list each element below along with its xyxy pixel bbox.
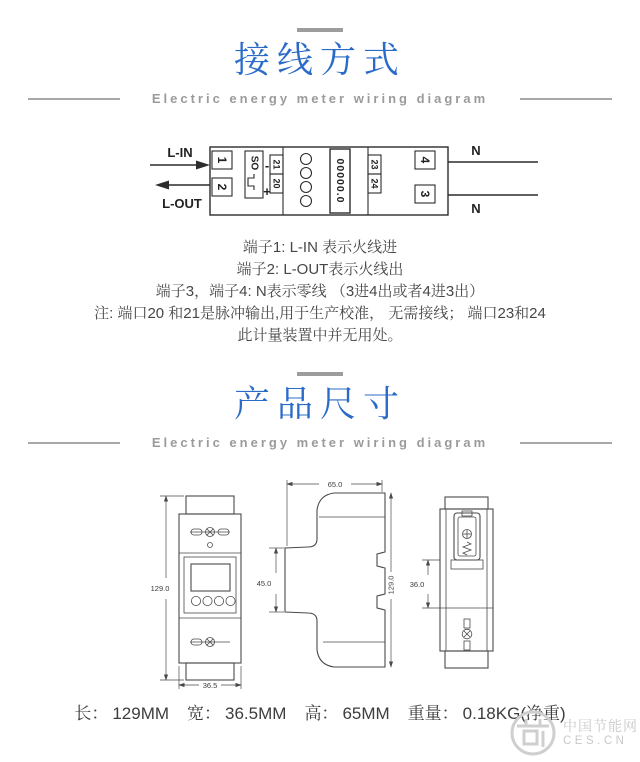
n-bottom-label: N	[471, 201, 481, 216]
watermark-logo-icon	[507, 707, 559, 759]
side-depth-dim: 65.0	[327, 480, 343, 489]
back-rail-dim: 36.0	[409, 580, 425, 589]
terminal-4-number: 4	[418, 156, 432, 164]
subtitle-left-line	[28, 98, 120, 100]
clip-foot	[451, 560, 483, 569]
side-view	[257, 480, 396, 667]
indicator-circle-2	[301, 168, 312, 179]
l-out-label: L-OUT	[162, 196, 202, 211]
watermark	[507, 707, 638, 759]
subtitle-right-line	[520, 98, 612, 100]
dimension-section-subtitle: Electric energy meter wiring diagram	[151, 435, 489, 450]
port-24-number: 24	[369, 178, 380, 189]
spec-weight: 重量： 0.18KG(净重)	[407, 704, 566, 723]
indicator-circle-3	[301, 182, 312, 193]
spec-width: 宽： 36.5MM	[187, 704, 287, 723]
button-1	[191, 596, 200, 605]
button-3	[214, 596, 223, 605]
note-line: 端子2: L-OUT表示火线出	[236, 261, 404, 278]
subtitle-right-line	[520, 442, 612, 444]
front-width-dim: 36.5	[202, 681, 218, 690]
latch-slot-top	[464, 619, 470, 628]
front-view	[148, 496, 241, 690]
watermark-site-domain: CES.CN	[563, 735, 628, 747]
dimension-section-header	[0, 372, 640, 450]
so-label: SO	[248, 155, 260, 171]
l-out-arrowhead	[155, 181, 169, 190]
lcd-display	[191, 564, 230, 591]
minus-sign: -	[264, 158, 270, 173]
front-top-tab	[186, 496, 234, 514]
spec-height: 高： 65MM	[304, 704, 390, 723]
front-height-dim: 129.0	[150, 584, 170, 593]
wiring-diagram	[80, 132, 560, 232]
back-top-tab	[445, 497, 488, 509]
button-4	[226, 596, 235, 605]
register-display-value: 00000.0	[334, 158, 346, 204]
note-line: 此计量装置中并无用处。	[237, 327, 403, 344]
watermark-site-name: 中国节能网	[563, 718, 638, 734]
dimension-section-title: 产品尺寸	[233, 383, 406, 424]
dimension-drawings	[120, 468, 540, 696]
terminal-2-number: 2	[215, 183, 229, 191]
latch-slot-bottom	[464, 641, 470, 650]
wiring-section-subtitle: Electric energy meter wiring diagram	[151, 91, 489, 106]
side-profile	[285, 493, 385, 667]
header-accent-bar	[297, 372, 343, 376]
port-20-number: 20	[271, 178, 282, 189]
subtitle-left-line	[28, 442, 120, 444]
dimension-section-subtitle-row	[0, 435, 640, 450]
l-in-label: L-IN	[167, 145, 193, 160]
side-height-dim: 129.0	[386, 575, 396, 595]
port-21-number: 21	[271, 159, 282, 170]
indicator-circle-4	[301, 196, 312, 207]
header-accent-bar	[297, 28, 343, 32]
front-bottom-tab	[186, 663, 234, 680]
back-body	[440, 509, 493, 651]
button-2	[203, 596, 212, 605]
side-front-height-dim: 45.0	[256, 579, 272, 588]
plus-sign: +	[263, 184, 271, 199]
note-line: 端子1: L-IN 表示火线进	[242, 239, 398, 256]
clip-spring-icon	[463, 542, 471, 555]
watermark-text	[563, 718, 638, 748]
meter-body-outline	[210, 147, 448, 215]
spec-length: 长： 129MM	[74, 704, 170, 723]
l-in-arrowhead	[196, 161, 210, 170]
port-23-number: 23	[369, 159, 380, 170]
indicator-circle-1	[301, 154, 312, 165]
wiring-section-header	[0, 28, 640, 106]
n-top-label: N	[471, 143, 481, 158]
terminal-1-number: 1	[215, 156, 229, 164]
wiring-section-subtitle-row	[0, 91, 640, 106]
pulse-waveform-icon	[248, 174, 254, 190]
wiring-notes	[0, 237, 640, 347]
terminal-3-number: 3	[418, 190, 432, 198]
note-line: 端子3，端子4: N表示零线 （3进4出或者4进3出）	[155, 283, 485, 300]
back-view	[410, 497, 493, 668]
back-bottom-tab	[445, 651, 488, 668]
wiring-section-title: 接线方式	[233, 39, 406, 80]
note-line: 注: 端口20 和21是脉冲输出,用于生产校准， 无需接线； 端口23和24	[94, 305, 546, 322]
